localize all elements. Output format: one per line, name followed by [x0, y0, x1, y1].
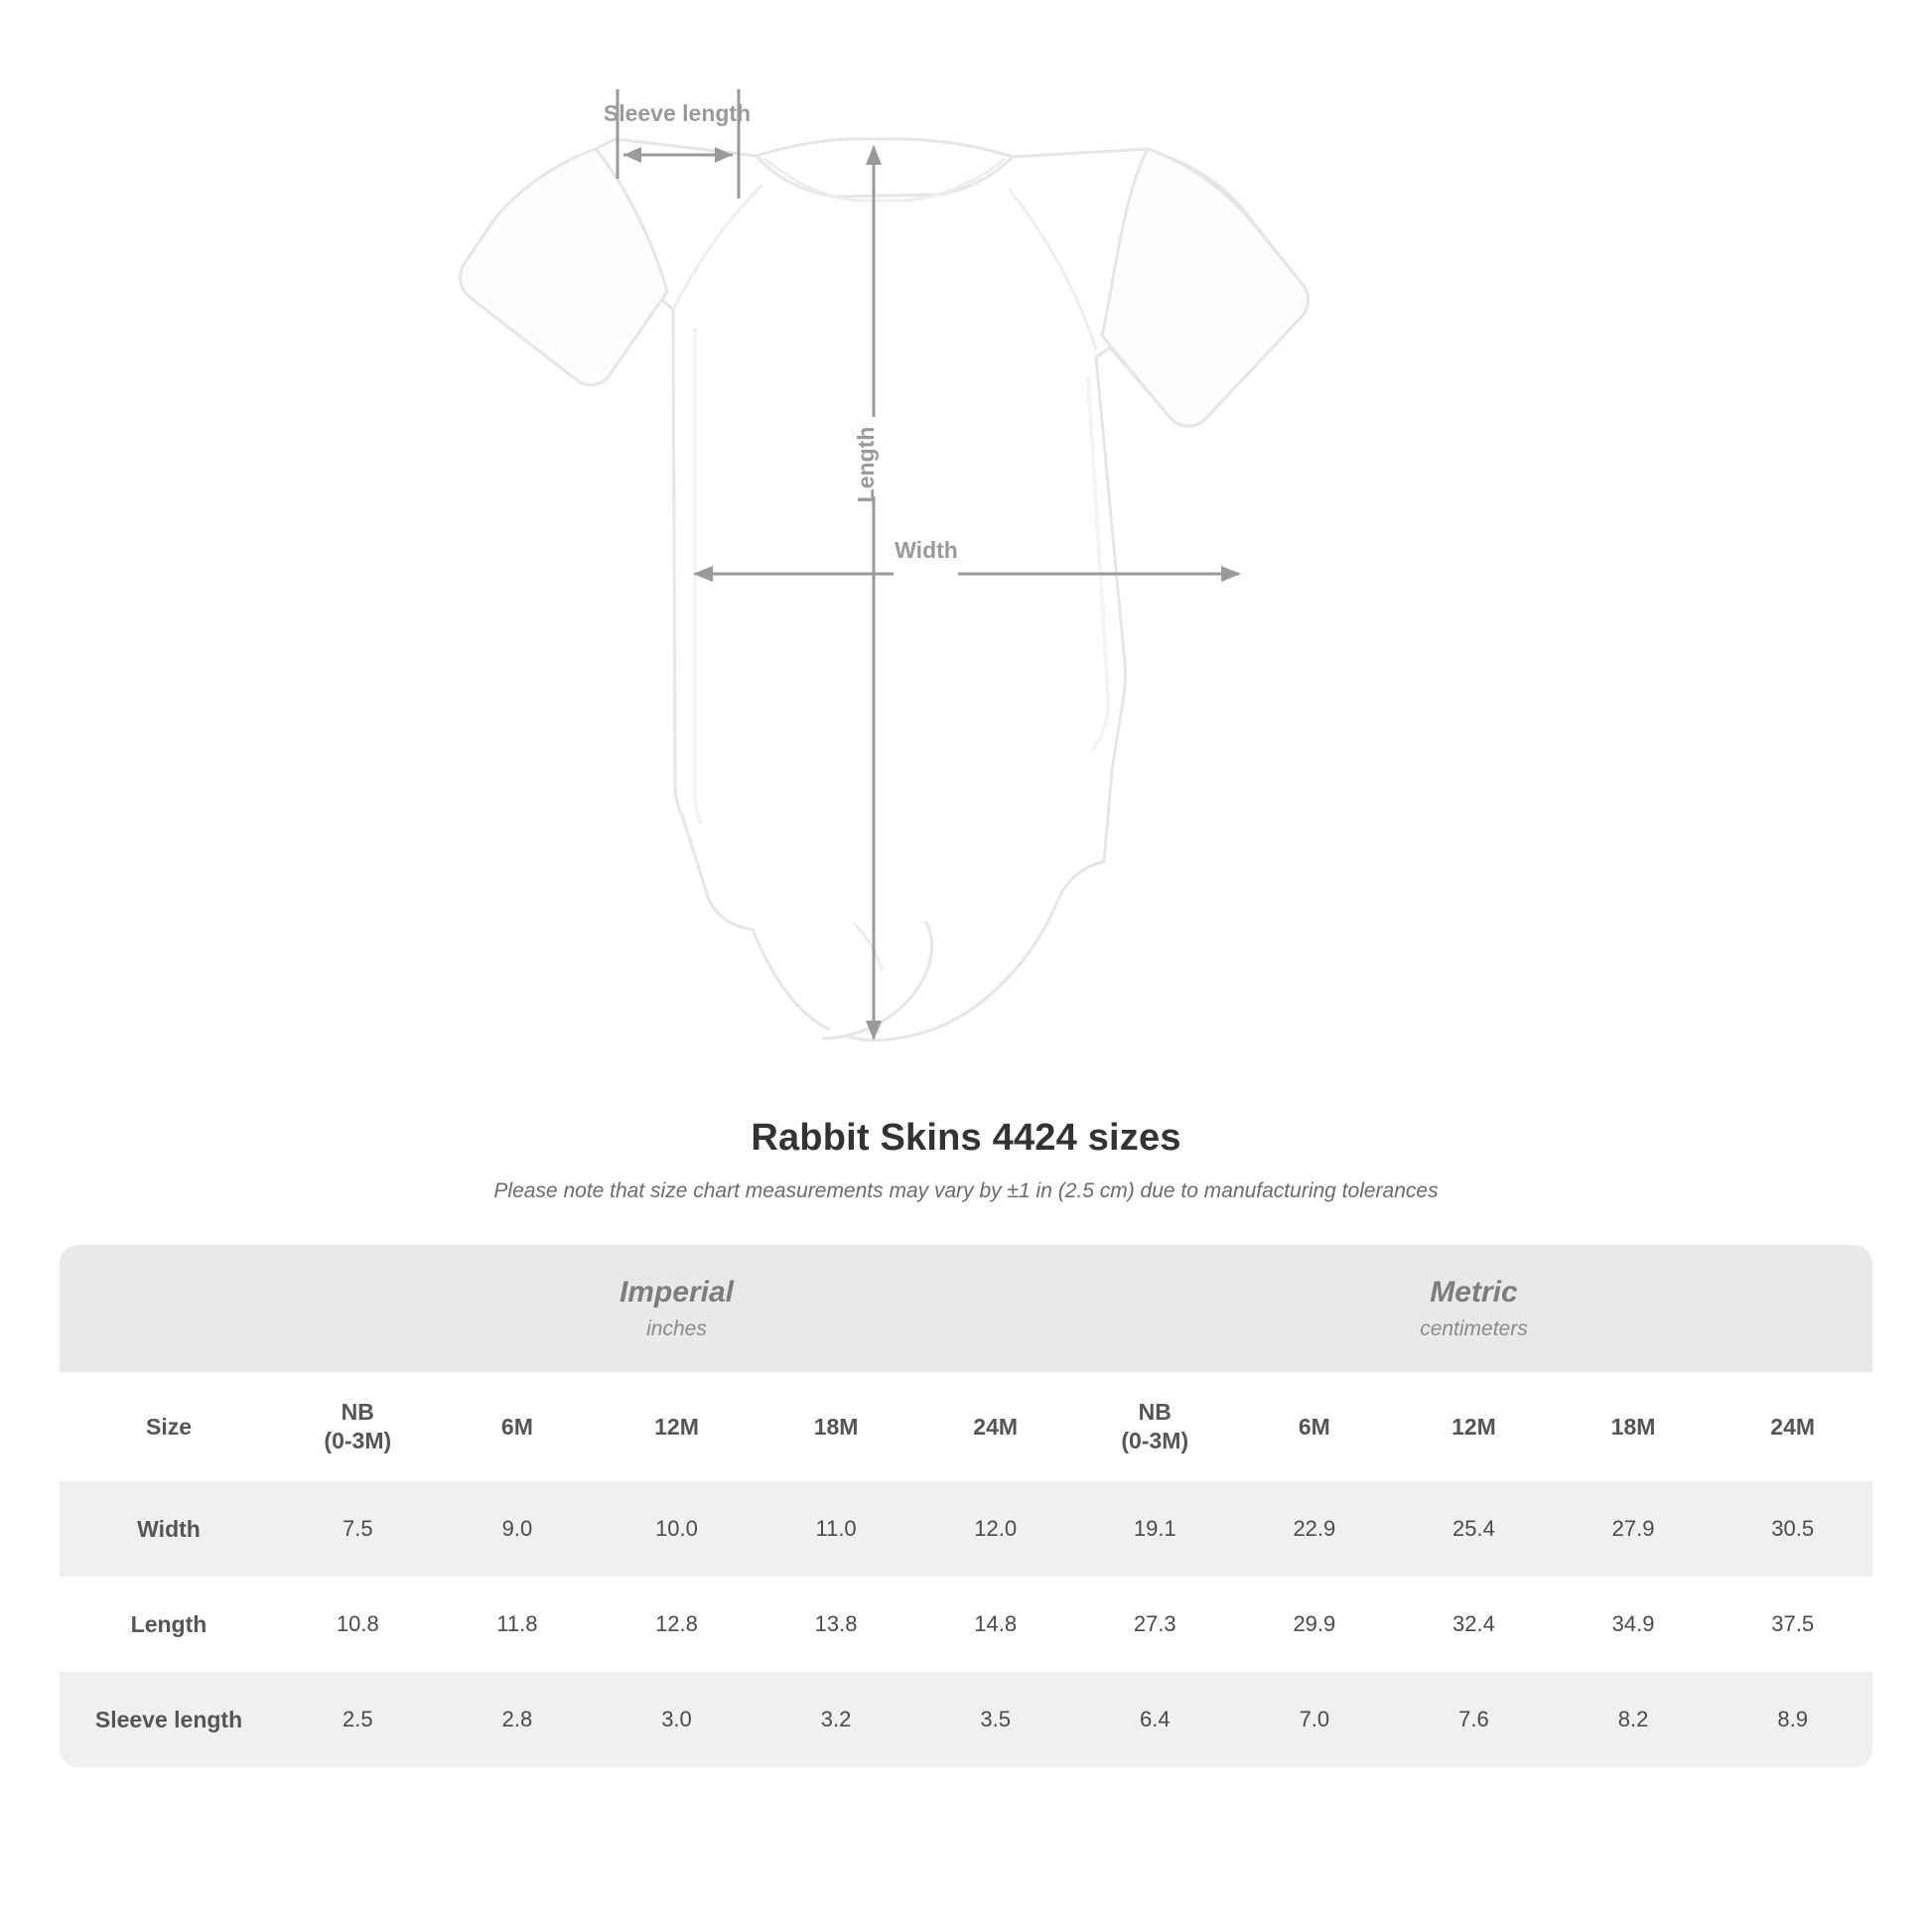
unit-row-corner	[60, 1245, 278, 1372]
cell-sleeve-imperial-12m: 3.0	[597, 1672, 757, 1767]
cell-sleeve-metric-nb: 6.4	[1075, 1672, 1235, 1767]
unit-group-metric-sub: centimeters	[1420, 1317, 1528, 1341]
header-cell-imperial-18m: 18M	[757, 1372, 916, 1481]
cell-length-metric-nb: 27.3	[1075, 1577, 1235, 1672]
unit-group-row	[60, 1245, 1872, 1372]
cell-width-metric-12m: 25.4	[1394, 1481, 1554, 1577]
cell-width-imperial-6m: 9.0	[438, 1481, 598, 1577]
cell-length-imperial-nb: 10.8	[278, 1577, 438, 1672]
cell-width-metric-24m: 30.5	[1713, 1481, 1872, 1577]
cell-width-imperial-12m: 10.0	[597, 1481, 757, 1577]
table-header-row	[60, 1372, 1872, 1481]
header-cell-line1: NB	[1138, 1399, 1172, 1426]
table-row-length	[60, 1577, 1872, 1672]
unit-group-imperial	[278, 1245, 1075, 1372]
cell-width-metric-6m: 22.9	[1235, 1481, 1395, 1577]
unit-group-metric-name: Metric	[1430, 1275, 1518, 1309]
header-cell-imperial-nb	[278, 1372, 438, 1481]
size-table	[60, 1245, 1872, 1767]
cell-sleeve-metric-6m: 7.0	[1235, 1672, 1395, 1767]
header-cell-metric-12m: 12M	[1394, 1372, 1554, 1481]
header-cell-line2: (0-3M)	[324, 1428, 392, 1453]
sleeve-length-label: Sleeve length	[603, 100, 752, 126]
cell-width-imperial-18m: 11.0	[757, 1481, 916, 1577]
row-label-width: Width	[60, 1481, 278, 1577]
cell-width-metric-nb: 19.1	[1075, 1481, 1235, 1577]
cell-sleeve-metric-12m: 7.6	[1394, 1672, 1554, 1767]
cell-length-metric-18m: 34.9	[1554, 1577, 1714, 1672]
tolerance-note: Please note that size chart measurements may vary by ±1 in (2.5 cm) due to manufacturing tolerances	[493, 1179, 1439, 1202]
cell-sleeve-imperial-6m: 2.8	[438, 1672, 598, 1767]
header-cell-metric-18m: 18M	[1554, 1372, 1714, 1481]
unit-group-imperial-sub: inches	[646, 1317, 707, 1341]
row-label-sleeve-length: Sleeve length	[60, 1672, 278, 1767]
cell-sleeve-imperial-nb: 2.5	[278, 1672, 438, 1767]
chart-heading-block	[0, 1117, 1932, 1203]
header-size-label: Size	[60, 1372, 278, 1481]
header-cell-line2: (0-3M)	[1121, 1428, 1189, 1453]
table-row-sleeve-length	[60, 1672, 1872, 1767]
header-cell-imperial-12m: 12M	[597, 1372, 757, 1481]
cell-sleeve-imperial-24m: 3.5	[915, 1672, 1075, 1767]
cell-length-imperial-6m: 11.8	[438, 1577, 598, 1672]
table-row-width	[60, 1481, 1872, 1577]
header-cell-metric-nb	[1075, 1372, 1235, 1481]
cell-length-metric-12m: 32.4	[1394, 1577, 1554, 1672]
cell-length-imperial-12m: 12.8	[597, 1577, 757, 1672]
header-cell-metric-24m: 24M	[1713, 1372, 1872, 1481]
cell-sleeve-metric-24m: 8.9	[1713, 1672, 1872, 1767]
header-cell-metric-6m: 6M	[1235, 1372, 1395, 1481]
unit-group-imperial-name: Imperial	[619, 1275, 735, 1309]
cell-width-metric-18m: 27.9	[1554, 1481, 1714, 1577]
header-cell-line1: NB	[341, 1399, 374, 1426]
cell-width-imperial-24m: 12.0	[915, 1481, 1075, 1577]
row-label-length: Length	[60, 1577, 278, 1672]
cell-length-metric-6m: 29.9	[1235, 1577, 1395, 1672]
cell-sleeve-imperial-18m: 3.2	[757, 1672, 916, 1767]
cell-length-metric-24m: 37.5	[1713, 1577, 1872, 1672]
cell-length-imperial-18m: 13.8	[757, 1577, 916, 1672]
header-cell-imperial-6m: 6M	[438, 1372, 598, 1481]
bodysuit-shape	[461, 139, 1309, 1040]
cell-sleeve-metric-18m: 8.2	[1554, 1672, 1714, 1767]
header-cell-imperial-24m: 24M	[915, 1372, 1075, 1481]
size-table-wrapper	[60, 1245, 1872, 1767]
length-label: Length	[853, 426, 879, 503]
width-label: Width	[895, 537, 958, 563]
page-title: Rabbit Skins 4424 sizes	[751, 1117, 1181, 1159]
cell-length-imperial-24m: 14.8	[915, 1577, 1075, 1672]
unit-group-metric	[1075, 1245, 1872, 1372]
cell-width-imperial-nb: 7.5	[278, 1481, 438, 1577]
